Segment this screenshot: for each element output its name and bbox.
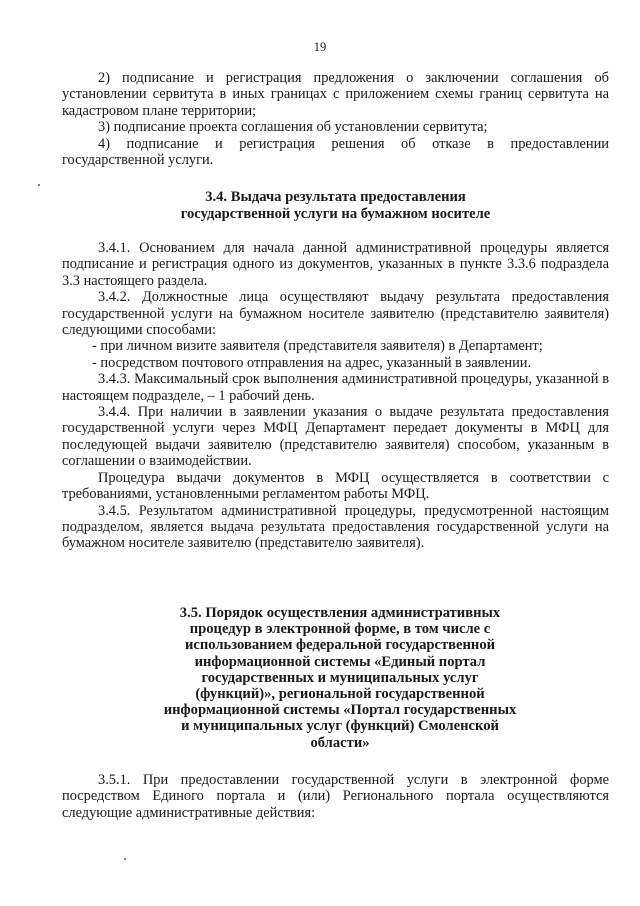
heading-line: информационной системы «Портал государственных (163, 702, 517, 719)
heading-line: информационной системы «Единый портал (194, 653, 486, 670)
scan-speck (124, 858, 126, 860)
paragraph-3-4-2: 3.4.2. Должностные лица осуществляют выдачу результата предоставления государственной услуги на бумажном носителе заявителю (представителю заявителя) следующими способами: (62, 289, 609, 339)
list-continuation (62, 70, 609, 168)
page-number: 19 (313, 40, 327, 54)
dash-item-visit: - при личном визите заявителя (представителя заявителя) в Департамент; (92, 338, 543, 355)
list-item-2: 2) подписание и регистрация предложения о заключении соглашения об установлении сервитута в иных границах с приложением схемы границ сервитута на кадастровом плане территории; (62, 70, 609, 119)
paragraph-3-5-1: 3.5.1. При предоставлении государственной услуги в электронной форме посредством Единого портала и (или) Регионального портала осуществляются следующие административные действия: (62, 772, 609, 821)
paragraph-3-4-4: 3.4.4. При наличии в заявлении указания о выдаче результата предоставления государственной услуги через МФЦ Департамент передает документы в МФЦ для последующей выдачи заявителю (представителю заявителя) способом, указанным в соглашении о взаимодействии. (62, 404, 609, 470)
section-3-5-body (62, 772, 609, 821)
paragraph-mfc-procedure: Процедура выдачи документов в МФЦ осуществляется в соответствии с требованиями, установленными регламентом работы МФЦ. (62, 469, 609, 503)
heading-line: государственной услуги на бумажном носителе (180, 205, 491, 222)
heading-line: и муниципальных услуг (функций) Смоленской (181, 718, 499, 735)
paragraph-3-4-5: 3.4.5. Результатом административной процедуры, предусмотренной настоящим подразделом, является выдача результата предоставления государственной услуги на бумажном носителе заявителю (представителю заявителя). (62, 502, 609, 552)
paragraph-3-4-1: 3.4.1. Основанием для начала данной административной процедуры является подписание и регистрация одного из документов, указанных в пункте 3.3.6 подраздела 3.3 настоящего раздела. (62, 240, 609, 289)
list-item-4: 4) подписание и регистрация решения об отказе в предоставлении государственной услуги. (62, 135, 609, 169)
scan-speck (38, 184, 40, 186)
heading-line: 3.4. Выдача результата предоставления (205, 189, 466, 205)
heading-line: использованием федеральной государственной (184, 637, 496, 654)
list-item-3: 3) подписание проекта соглашения об установлении сервитута; (98, 119, 488, 136)
section-3-4-body (62, 240, 609, 552)
heading-line: 3.5. Порядок осуществления административных (179, 605, 501, 621)
dash-item-mail: - посредством почтового отправления на адрес, указанный в заявлении. (92, 354, 532, 371)
paragraph-3-4-3: 3.4.3. Максимальный срок выполнения административной процедуры, указанной в настоящем подразделе, – 1 рабочий день. (62, 371, 609, 404)
section-3-4-heading (62, 189, 609, 222)
heading-line: государственных и муниципальных услуг (201, 669, 479, 686)
heading-line: области» (310, 734, 370, 751)
heading-line: процедур в электронной форме, в том числе с (189, 621, 491, 638)
heading-line: (функций)», региональной государственной (195, 686, 485, 703)
section-3-5-heading (110, 605, 570, 751)
